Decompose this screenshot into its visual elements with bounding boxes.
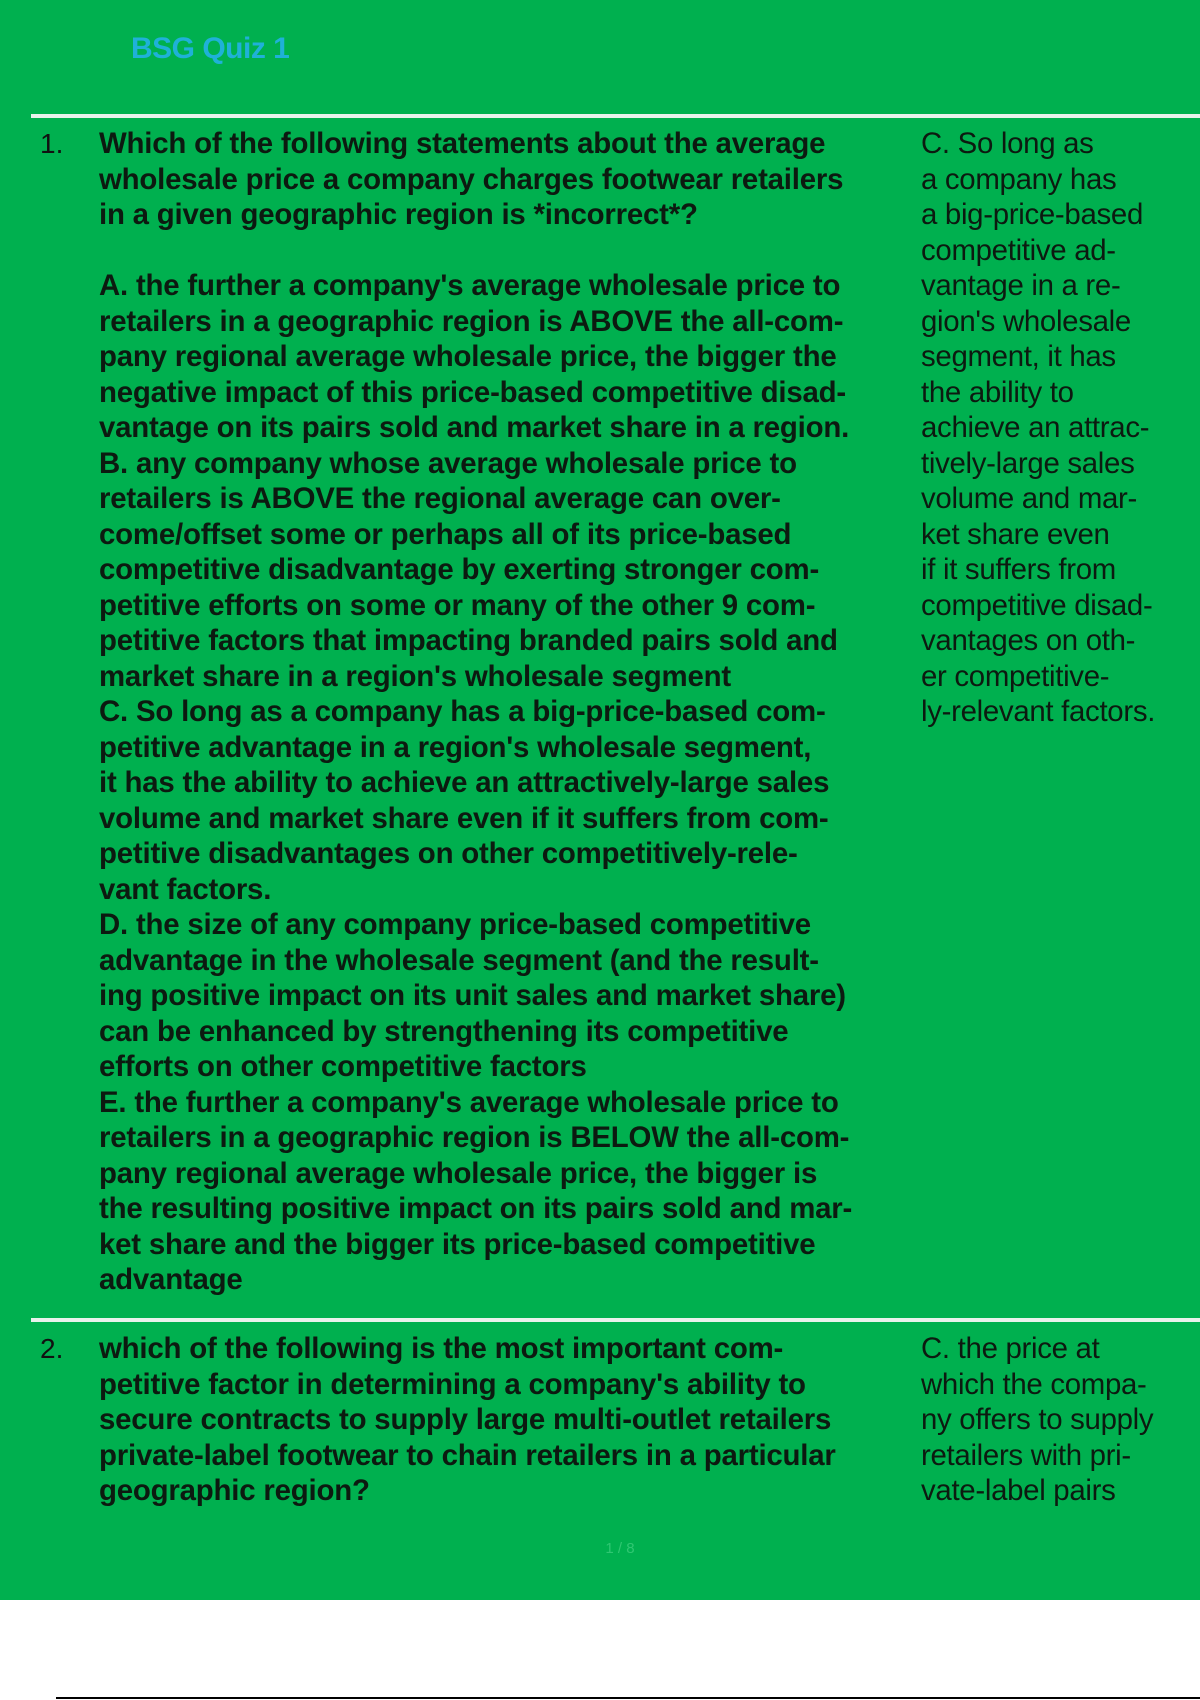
question-line: geographic region?: [99, 1474, 370, 1507]
question-line: vant factors.: [99, 872, 272, 906]
question-line: D. the size of any company price-based competitive: [99, 908, 811, 941]
question-line: can be enhanced by strengthening its competitive: [99, 1014, 789, 1048]
question-line: B. any company whose average wholesale price to: [99, 446, 797, 480]
question-line: E. the further a company's average wholesale price to: [99, 1085, 839, 1119]
question-line: wholesale price a company charges footwear retailers: [99, 162, 844, 196]
question-2-text: [99, 1331, 919, 1509]
question-line: advantage in the wholesale segment (and the result-: [99, 943, 819, 977]
document-title: BSG Quiz 1: [131, 32, 290, 65]
divider-top: [31, 114, 1200, 118]
question-line: retailers is ABOVE the regional average can over-: [99, 482, 781, 515]
answer-line: gion's wholesale: [921, 304, 1131, 338]
answer-line: ket share even: [921, 517, 1110, 551]
question-line: negative impact of this price-based competitive disad-: [99, 375, 847, 409]
question-line: petitive factor in determining a company's ability to: [99, 1367, 806, 1401]
question-line: competitive disadvantage by exerting stronger com-: [99, 553, 820, 586]
answer-line: the ability to: [921, 375, 1074, 409]
question-line: retailers in a geographic region is ABOVE the all-com-: [99, 304, 844, 338]
question-line: market share in a region's wholesale segment: [99, 659, 731, 693]
answer-line: achieve an attrac-: [921, 411, 1150, 444]
answer-line: vantages on oth-: [921, 624, 1136, 657]
answer-line: competitive disad-: [921, 588, 1153, 622]
question-line: Which of the following statements about the average: [99, 127, 826, 160]
answer-line: vate-label pairs: [921, 1474, 1116, 1507]
question-spacer: [99, 233, 919, 269]
answer-line: er competitive-: [921, 659, 1110, 693]
answer-line: ny offers to supply: [921, 1403, 1154, 1436]
question-line: private-label footwear to chain retailers in a particular: [99, 1438, 836, 1472]
question-line: in a given geographic region is *incorrect*?: [99, 198, 698, 231]
question-line: pany regional average wholesale price, the bigger the: [99, 340, 837, 373]
answer-line: which the compa-: [921, 1367, 1147, 1401]
question-1-number: 1.: [40, 128, 64, 159]
question-line: petitive advantage in a region's wholesale segment,: [99, 730, 812, 764]
question-line: C. So long as a company has a big-price-based com-: [99, 695, 826, 728]
question-2-number: 2.: [40, 1333, 64, 1364]
question-line: pany regional average wholesale price, the bigger is: [99, 1156, 818, 1190]
answer-line: retailers with pri-: [921, 1438, 1131, 1472]
answer-line: a big-price-based: [921, 198, 1143, 231]
answer-line: segment, it has: [921, 340, 1116, 373]
question-line: advantage: [99, 1263, 243, 1296]
question-line: efforts on other competitive factors: [99, 1050, 587, 1083]
question-line: A. the further a company's average wholesale price to: [99, 269, 841, 302]
question-line: it has the ability to achieve an attractively-large sales: [99, 766, 830, 799]
question-1-answer: [921, 126, 1199, 730]
question-1-text: [99, 126, 919, 1298]
answer-line: C. the price at: [921, 1332, 1100, 1365]
answer-line: C. So long as: [921, 127, 1094, 160]
answer-line: ly-relevant factors.: [921, 695, 1156, 728]
answer-line: vantage in a re-: [921, 269, 1121, 302]
question-line: petitive factors that impacting branded pairs sold and: [99, 624, 838, 657]
question-line: petitive disadvantages on other competitively-rele-: [99, 837, 798, 870]
question-line: ket share and the bigger its price-based competitive: [99, 1227, 816, 1261]
question-line: retailers in a geographic region is BELOW the all-com-: [99, 1121, 850, 1154]
question-line: vantage on its pairs sold and market share in a region.: [99, 411, 850, 444]
page-number: 1 / 8: [605, 1540, 635, 1557]
answer-line: volume and mar-: [921, 482, 1138, 515]
question-line: the resulting positive impact on its pairs sold and mar-: [99, 1192, 853, 1225]
question-line: secure contracts to supply large multi-outlet retailers: [99, 1403, 832, 1436]
footer-rule: [56, 1697, 1200, 1699]
answer-line: a company has: [921, 162, 1117, 196]
question-line: petitive efforts on some or many of the other 9 com-: [99, 588, 816, 622]
question-line: volume and market share even if it suffers from com-: [99, 801, 829, 835]
divider-middle: [31, 1318, 1200, 1322]
question-2-answer: [921, 1331, 1199, 1509]
question-line: come/offset some or perhaps all of its price-based: [99, 517, 792, 551]
question-line: which of the following is the most important com-: [99, 1332, 784, 1365]
answer-line: competitive ad-: [921, 233, 1116, 267]
answer-line: if it suffers from: [921, 553, 1116, 586]
answer-line: tively-large sales: [921, 446, 1135, 480]
question-line: ing positive impact on its unit sales and market share): [99, 979, 846, 1012]
